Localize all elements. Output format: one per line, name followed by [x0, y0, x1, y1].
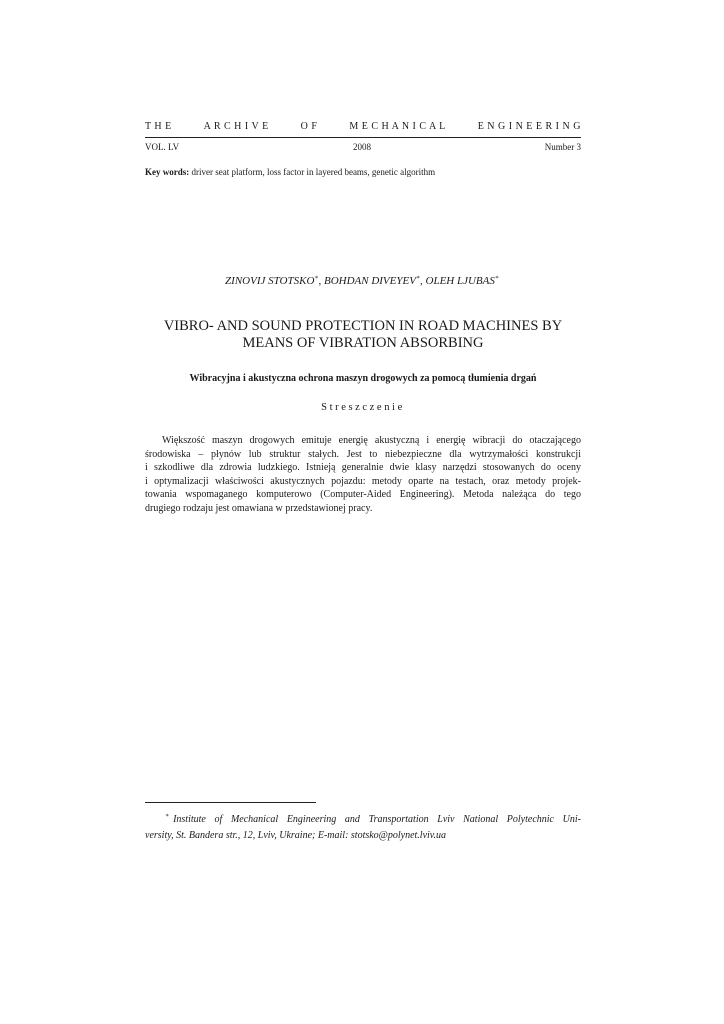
- paper-title: [145, 318, 581, 352]
- abstract-heading: Streszczenie: [321, 402, 405, 413]
- issue-number: Number 3: [544, 142, 581, 152]
- polish-title: Wibracyjna i akustyczna ochrona maszyn drogowych za pomocą tłumienia drgań: [189, 373, 537, 384]
- keywords-label: Key words:: [145, 167, 190, 177]
- volume-label: VOL. LV: [145, 142, 180, 152]
- abstract-line: Większość maszyn drogowych emituje energię akustyczną i energię wibracji do otaczającego: [162, 435, 581, 446]
- footnote-line: versity, St. Bandera str., 12, Lviv, Ukraine; E-mail: stotsko@polynet.lviv.ua: [145, 829, 446, 841]
- abstract-body: [145, 434, 581, 516]
- journal-header: [145, 121, 581, 132]
- affiliation-footnote: [145, 809, 581, 843]
- footnote-mark: ∗: [165, 813, 170, 819]
- journal-word: M E C H A N I C A L: [349, 121, 446, 132]
- title-line: VIBRO- AND SOUND PROTECTION IN ROAD MACHINES BY: [163, 318, 563, 334]
- abstract-line: drugiego rodzaju jest omawiana w przedstawionej pracy.: [145, 502, 373, 514]
- affiliation-mark: ∗: [494, 275, 499, 281]
- footnote-text: Institute of Mechanical Engineering and Transportation Lviv National Polytechnic Uni-: [173, 814, 581, 825]
- journal-word: T H E: [145, 121, 172, 132]
- author-list: ZINOVIJ STOTSKO∗, BOHDAN DIVEYEV∗, OLEH LJUBAS∗: [225, 275, 499, 287]
- journal-word: E N G I N E E R I N G: [477, 121, 581, 132]
- abstract-line: towania wspomaganego komputerowo (Computer-Aided Engineering). Metoda należąca do tego: [145, 489, 581, 501]
- title-line: MEANS OF VIBRATION ABSORBING: [242, 335, 484, 351]
- issue-meta: [145, 142, 581, 152]
- author-name: OLEH LJUBAS: [425, 275, 495, 287]
- keywords-text: driver seat platform, loss factor in layered beams, genetic algorithm: [191, 167, 436, 177]
- footnote-divider: [145, 802, 316, 803]
- keywords: [145, 167, 581, 177]
- affiliation-mark: ∗: [415, 275, 421, 281]
- footnote-line: [145, 809, 581, 828]
- journal-word: O F: [300, 121, 318, 132]
- abstract-line: środowiska – płynów lub struktur stałych. Jest to niebezpieczne dla wytrzymałości konstrukcji: [145, 448, 581, 460]
- journal-word: A R C H I V E: [203, 121, 269, 132]
- author-name: BOHDAN DIVEYEV: [323, 275, 416, 287]
- year-label: 2008: [352, 142, 371, 152]
- abstract-line: i szkodliwe dla zdrowia ludzkiego. Istnieją generalnie dwie klasy narzędzi stosowanych do oceny: [145, 462, 581, 474]
- abstract-line: i optymalizacji właściwości akustycznych pojazdu: metody oparte na testach, oraz metody projek-: [145, 475, 581, 487]
- header-divider: [145, 137, 581, 138]
- author-name: ZINOVIJ STOTSKO: [225, 275, 315, 287]
- affiliation-mark: ∗: [314, 275, 319, 281]
